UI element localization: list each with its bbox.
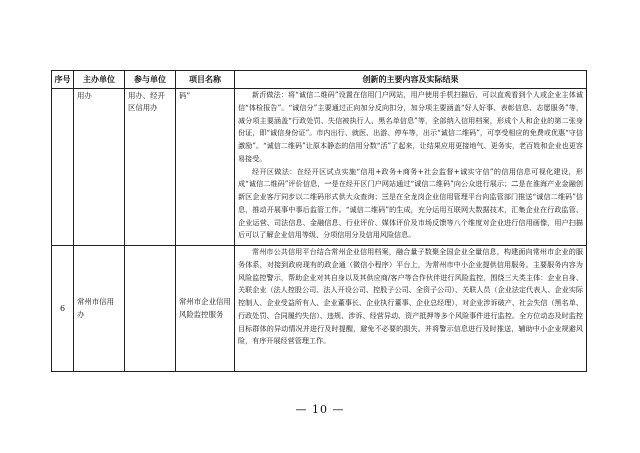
header-project-name: 项目名称	[176, 71, 235, 89]
table-header-row	[52, 71, 587, 89]
row2-content	[235, 246, 587, 372]
ordinal-three: 三	[381, 192, 389, 201]
ordinal-one: 一	[324, 179, 332, 189]
row1-paragraph-xinyi: 新沂做法：将“诚信二维码”设置在信用门户网站，用户使用手机扫描后，可以直观看到个人或企业主体诚信“体检报告”。“诚信分”主要通过正向加分反向扣分，加分项主要涵盖“好人好事、表彰信息、志愿服务”等，减分项主要涵盖“行政处罚、失信被执行人、黑名单信息”等，全部纳入信用档案，形成个人和企业的第二张身份证，即“诚信身份证”。市内出行、就医、出游、停车等，出示“诚信二维码”，可享受相应的免费或优惠“守信激励”。“诚信二维码”让原本静态的信用分数“活”了起来，让结果应用更接地气、更务实，老百姓和企业也更容易接受。	[238, 90, 583, 163]
row2-participant-unit	[125, 246, 176, 372]
header-serial: 序号	[52, 71, 74, 89]
row2-host-unit: 常州市信用办	[74, 246, 125, 372]
page-number: — 10 —	[295, 403, 345, 416]
row1-content	[235, 89, 587, 246]
header-host-unit: 主办单位	[74, 71, 125, 89]
ordinal-two: 二	[511, 179, 519, 189]
row1-host-unit: 用办	[74, 89, 125, 246]
row2-project-name: 常州市企业信用风险监控服务	[176, 246, 235, 372]
table-row	[52, 89, 587, 246]
table-row	[52, 246, 587, 372]
innovation-table	[51, 70, 587, 372]
row1-serial	[52, 89, 74, 246]
row2-paragraph: 常州市公共信用平台结合常州企业信用档案，融合量子数聚全国企业全量信息，构建面向常州市企业的服务体系，对接到政府现有的政企通（微信小程序）平台上，为常州市中小企业提供信用服务。主要服务内容为风险监控警示，帮助企业对其自身以及其供应商/客户等合作伙伴进行风险监控，围绕三大类主体：企业自身、关联企业（法人控股公司、法人开设公司、控股子公司、全资子公司）、关联人员（企业法定代表人、企业实际控制人、企业受益所有人、企业董事长、企业执行董事、企业总经理），对企业涉诉破产、社会失信（黑名单、行政处罚、合同履约失信）、违规、涉诉、经营异动、资产抵押等多个风险事件进行监控。全方位动态及时监控目标群体的异动情况并进行及时提醒，避免不必要的损失。并将警示信息进行及时推送，辅助中小企业规避风险，有序开展经营管理工作。	[238, 247, 583, 346]
row1-participant-unit: 用办、经开区信用办	[125, 89, 176, 246]
header-main-content: 创新的主要内容及实际结果	[235, 71, 587, 89]
row2-serial: 6	[52, 246, 74, 372]
header-participant-unit: 参与单位	[125, 71, 176, 89]
row1-paragraph-jingkai: 经开区做法：在经开区试点实施“信用+政务+商务+社会监督+诚实守信”的信用信息可视化建设，形成“诚信二维码”评价信息，一是在经开区门户网站通过“诚信二维码”向公众进行展示；二是在淮海产业金融创新区企业客厅同步以二维码形式供大众查询；三是在全龙岗企业信用管理平台向监管部门推送“诚信二维码”信息，推动开展事中事后监管工作。“诚信二维码”的生成，充分运用互联网大数据技术，汇集企业在行政监管、企业运营、司法信息、金融信息、行业评价、媒体评价及市场反馈等八个维度对企业进行信用画像，用户扫描后可以了解企业信用等级、分项信用分及信用风险信息。	[238, 166, 583, 240]
row1-project-name: 码”	[176, 89, 235, 246]
